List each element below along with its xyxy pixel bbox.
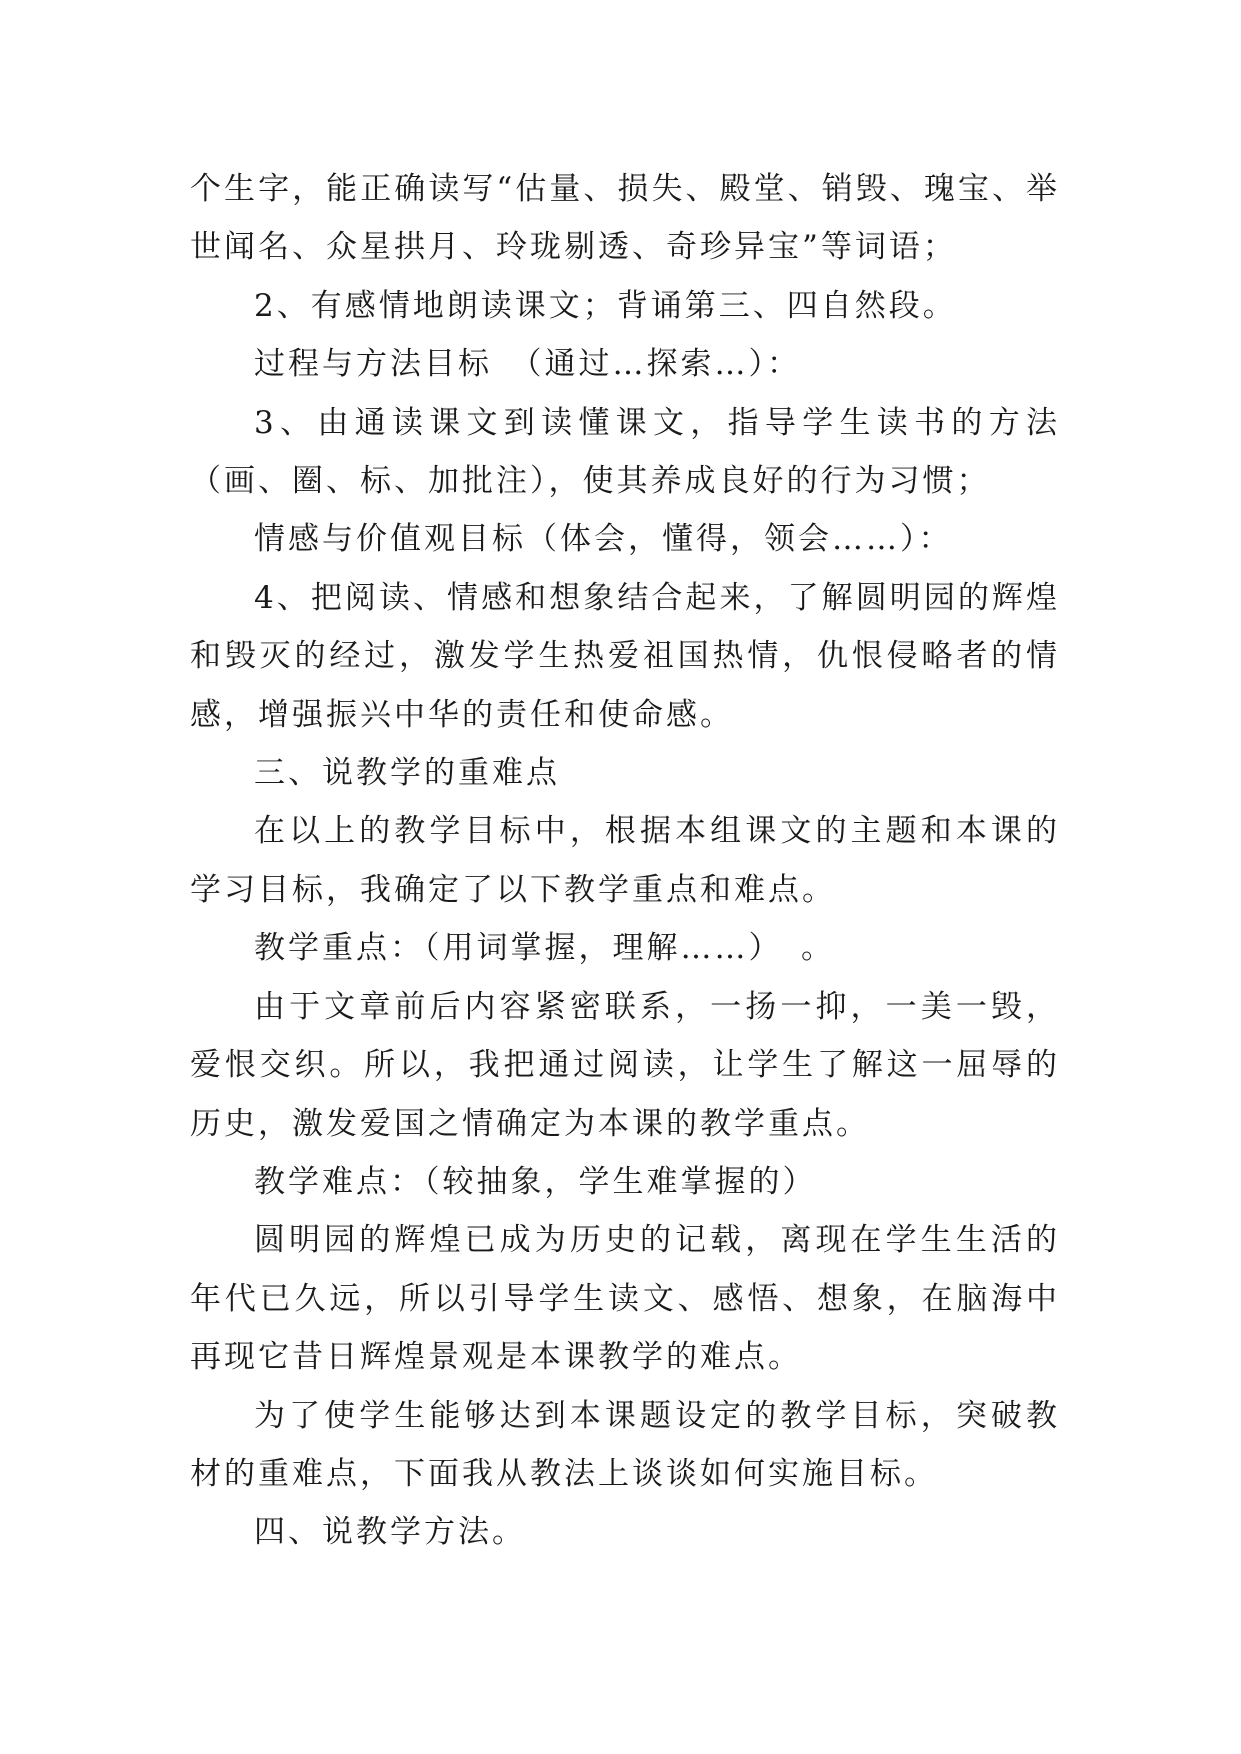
paragraph-objective-4: 4、把阅读、情感和想象结合起来，了解圆明园的辉煌和毁灭的经过，激发学生热爱祖国热情，仇恨侵略者的情感，增强振兴中华的责任和使命感。: [190, 579, 1060, 733]
paragraph-objective-3: 3、由通读课文到读懂课文，指导学生读书的方法（画、圈、标、加批注），使其养成良好的行为习惯；: [190, 404, 1060, 500]
paragraph-objective-2: 2、有感情地朗读课文；背诵第三、四自然段。: [254, 287, 957, 324]
paragraph-key-points-intro: 在以上的教学目标中，根据本组课文的主题和本课的学习目标，我确定了以下教学重点和难点。: [190, 813, 1060, 908]
document-body: [190, 160, 1060, 1562]
paragraph-teaching-focus: 由于文章前后内容紧密联系，一扬一抑，一美一毁，爱恨交织。所以，我把通过阅读，让学生了解这一屈辱的历史，激发爱国之情确定为本课的教学重点。: [190, 988, 1060, 1142]
paragraph-teaching-focus-label: 教学重点：（用词掌握，理解……） 。: [254, 930, 835, 967]
section-heading-teaching-methods: 四、说教学方法。: [254, 1514, 526, 1551]
paragraph-process-method-heading: 过程与方法目标 （通过…探索…）：: [254, 346, 801, 383]
paragraph-transition: 为了使学生能够达到本课题设定的教学目标，突破教材的重难点，下面我从教法上谈谈如何实施目标。: [190, 1397, 1060, 1492]
section-heading-key-points: 三、说教学的重难点: [254, 755, 560, 792]
paragraph-teaching-difficulty: 圆明园的辉煌已成为历史的记载，离现在学生生活的年代已久远，所以引导学生读文、感悟、想象，在脑海中再现它昔日辉煌景观是本课教学的难点。: [190, 1222, 1060, 1376]
paragraph-teaching-difficulty-label: 教学难点：（较抽象，学生难掌握的）: [254, 1163, 817, 1200]
paragraph-emotion-value-heading: 情感与价值观目标（体会，懂得，领会……）：: [254, 521, 953, 558]
paragraph-vocabulary: 个生字，能正确读写“估量、损失、殿堂、销毁、瑰宝、举世闻名、众星拱月、玲珑剔透、奇珍异宝”等词语；: [190, 171, 1060, 266]
